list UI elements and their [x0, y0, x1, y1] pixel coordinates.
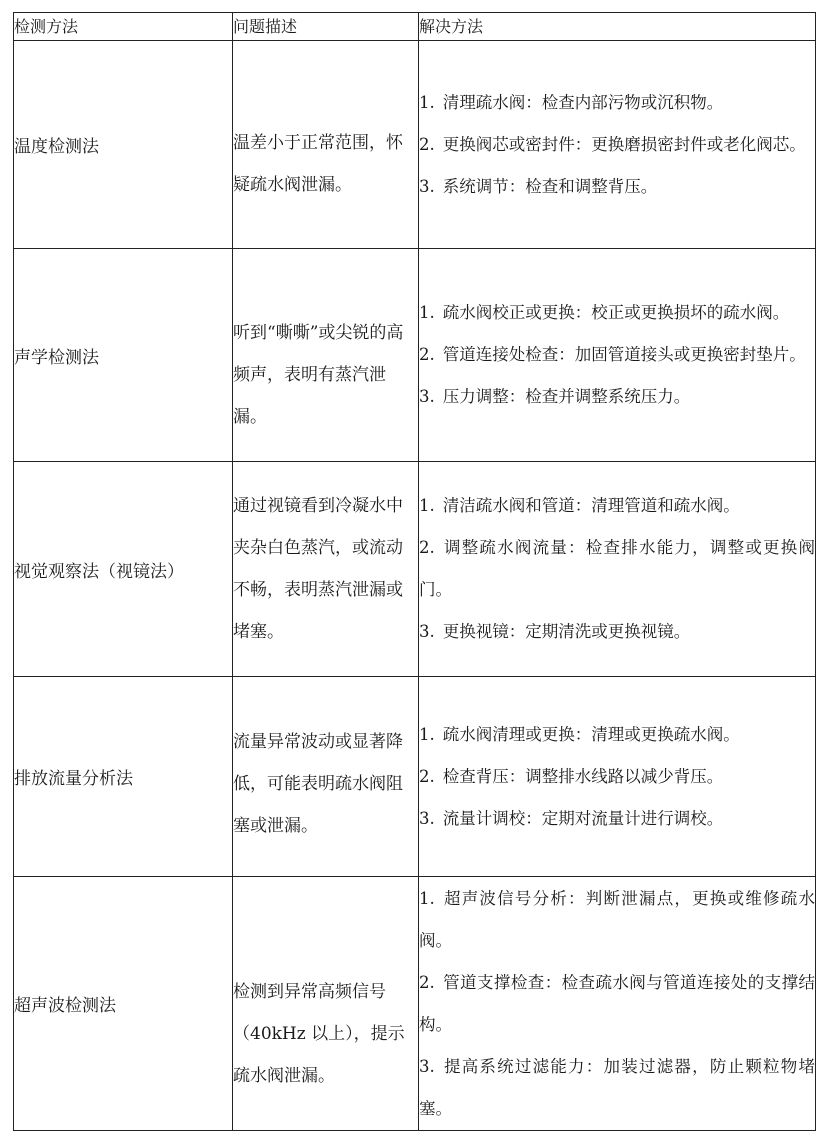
solution-item — [419, 798, 815, 840]
solution-text: 清洁疏水阀和管道：清理管道和疏水阀。 — [442, 496, 740, 515]
method-cell: 超声波检测法 — [14, 877, 233, 1131]
solution-item — [419, 82, 815, 124]
method-cell: 声学检测法 — [14, 249, 233, 462]
issue-text: 通过视镜看到冷凝水中夹杂白色蒸汽，或流动不畅，表明蒸汽泄漏或堵塞。 — [233, 496, 403, 642]
solution-cell — [419, 249, 816, 462]
issue-cell — [233, 677, 419, 877]
solution-item — [419, 334, 815, 376]
solution-item — [419, 714, 815, 756]
solution-text: 疏水阀校正或更换：校正或更换损坏的疏水阀。 — [442, 303, 790, 322]
solution-text: 管道连接处检查：加固管道接头或更换密封垫片。 — [442, 345, 806, 364]
solution-number: 2. — [419, 345, 435, 364]
issue-text: 流量异常波动或显著降低，可能表明疏水阀阻塞或泄漏。 — [233, 731, 403, 836]
issue-text: 温差小于正常范围，怀疑疏水阀泄漏。 — [233, 133, 403, 195]
solution-number: 1. — [419, 724, 435, 744]
solution-text: 超声波信号分析：判断泄漏点，更换或维修疏水阀。 — [419, 888, 815, 950]
table-row — [14, 249, 816, 462]
method-cell: 排放流量分析法 — [14, 677, 233, 877]
solution-number: 3. — [419, 808, 435, 828]
solution-text: 管道支撑检查：检查疏水阀与管道连接处的支撑结构。 — [419, 972, 815, 1034]
table-row — [14, 462, 816, 677]
header-issue: 问题描述 — [233, 13, 419, 41]
issue-text: 听到“嘶嘶”或尖锐的高频声，表明有蒸汽泄漏。 — [233, 322, 404, 427]
solution-item — [419, 527, 815, 611]
solution-cell — [419, 677, 816, 877]
solution-number: 1. — [419, 303, 435, 322]
solution-number: 2. — [419, 766, 435, 786]
solution-number: 2. — [419, 134, 435, 154]
solution-text: 清理疏水阀：检查内部污物或沉积物。 — [442, 92, 724, 112]
solution-item — [419, 124, 815, 166]
issue-cell — [233, 41, 419, 249]
table-row — [14, 877, 816, 1131]
solution-item — [419, 756, 815, 798]
solution-number: 2. — [419, 538, 435, 557]
solution-item — [419, 1046, 815, 1130]
table-row — [14, 677, 816, 877]
solution-number: 3. — [419, 1056, 435, 1076]
solution-item — [419, 166, 815, 208]
solution-cell — [419, 462, 816, 677]
solution-text: 流量计调校：定期对流量计进行调校。 — [442, 808, 724, 828]
solution-text: 提高系统过滤能力：加装过滤器，防止颗粒物堵塞。 — [419, 1056, 815, 1118]
solution-number: 3. — [419, 622, 435, 641]
solution-number: 3. — [419, 176, 435, 196]
solution-text: 更换阀芯或密封件：更换磨损密封件或老化阀芯。 — [442, 134, 806, 154]
solution-text: 系统调节：检查和调整背压。 — [442, 176, 658, 196]
solution-item — [419, 376, 815, 418]
solution-number: 1. — [419, 888, 435, 908]
header-method: 检测方法 — [14, 13, 233, 41]
solution-text: 检查背压：调整排水线路以减少背压。 — [442, 766, 724, 786]
issue-cell — [233, 877, 419, 1131]
detection-methods-table — [13, 12, 816, 1131]
solution-text: 疏水阀清理或更换：清理或更换疏水阀。 — [442, 724, 740, 744]
method-cell: 视觉观察法（视镜法） — [14, 462, 233, 677]
solution-item — [419, 878, 815, 962]
solution-number: 1. — [419, 92, 435, 112]
header-solution: 解决方法 — [419, 13, 816, 41]
solution-cell — [419, 877, 816, 1131]
solution-text: 更换视镜：定期清洗或更换视镜。 — [442, 622, 691, 641]
solution-item — [419, 292, 815, 334]
solution-text: 压力调整：检查并调整系统压力。 — [442, 387, 691, 406]
table-row — [14, 41, 816, 249]
solution-item — [419, 485, 815, 527]
issue-cell — [233, 249, 419, 462]
solution-item — [419, 962, 815, 1046]
solution-item — [419, 611, 815, 653]
solution-number: 1. — [419, 496, 435, 515]
method-cell: 温度检测法 — [14, 41, 233, 249]
issue-cell — [233, 462, 419, 677]
solution-number: 3. — [419, 387, 435, 406]
solution-text: 调整疏水阀流量：检查排水能力，调整或更换阀门。 — [419, 538, 815, 599]
solution-number: 2. — [419, 972, 435, 992]
header-row — [14, 13, 816, 41]
solution-cell — [419, 41, 816, 249]
issue-text: 检测到异常高频信号（40kHz 以上），提示疏水阀泄漏。 — [233, 981, 405, 1086]
